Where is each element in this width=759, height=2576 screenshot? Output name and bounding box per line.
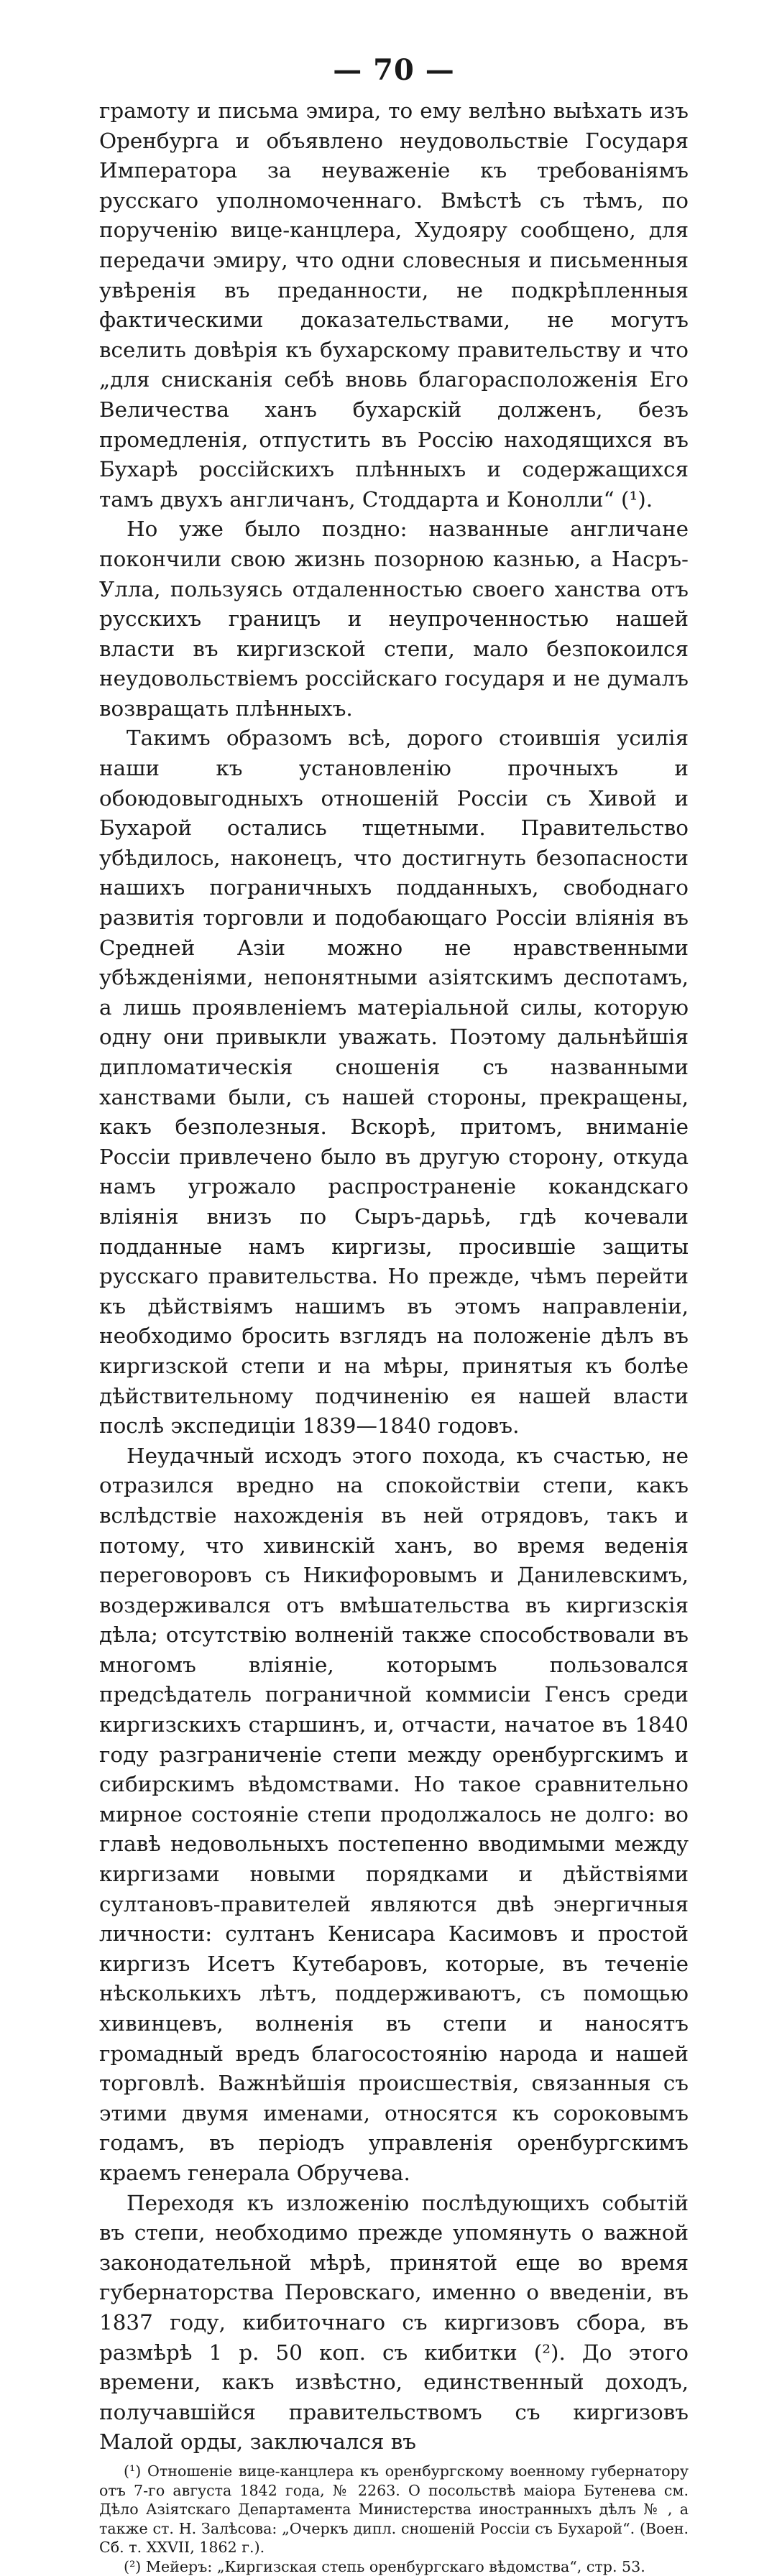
page-number: — 70 — [333, 53, 455, 87]
body-text [99, 96, 689, 2457]
footnote-2: (²) Мейеръ: „Киргизская степь оренбургскаго вѣдомства“, стр. 53. [124, 2557, 645, 2575]
paragraph-1: грамоту и письма эмира, то ему велѣно выѣхать изъ Оренбурга и объявлено неудовольствіе Государя Императора за неуваженіе къ требованіямъ русскаго уполномоченнаго. Вмѣстѣ съ тѣмъ, по порученію вице-канцлера, Худояру сообщено, для передачи эмиру, что одни словесныя и письменныя увѣренія въ преданности, не подкрѣпленныя фактическими доказательствами, не могутъ вселить довѣрія къ бухарскому правительству и что „для снисканія себѣ вновь благорасположенія Его Величества ханъ бухарскій долженъ, безъ промедленія, отпустить въ Россію находящихся въ Бухарѣ россійскихъ плѣнныхъ и содержащихся тамъ двухъ англичанъ, Стоддарта и Конолли“ (¹). [99, 98, 689, 512]
paragraph-3: Такимъ образомъ всѣ, дорого стоившія усилія наши къ установленію прочныхъ и обоюдовыгодныхъ отношеній Россіи съ Хивой и Бухарой остались тщетными. Правительство убѣдилось, наконецъ, что достигнуть безопасности нашихъ пограничныхъ подданныхъ, свободнаго развитія торговли и подобающаго Россіи вліянія въ Средней Азіи можно не нравственными убѣжденіями, непонятными азіятскимъ деспотамъ, а лишь проявленіемъ матеріальной силы, которую одну они привыкли уважать. Поэтому дальнѣйшія дипломатическія сношенія съ названными ханствами были, съ нашей стороны, прекращены, какъ безполезныя. Вскорѣ, притомъ, вниманіе Россіи привлечено было въ другую сторону, откуда намъ угрожало распространеніе кокандскаго вліянія внизъ по Сыръ-дарьѣ, гдѣ кочевали подданные намъ киргизы, просившіе защиты русскаго правительства. Но прежде, чѣмъ перейти къ дѣйствіямъ нашимъ въ этомъ направленіи, необходимо бросить взглядъ на положеніе дѣлъ въ киргизской степи и на мѣры, принятыя къ болѣе дѣйствительному подчиненію ея нашей власти послѣ экспедиціи 1839—1840 годовъ. [99, 726, 689, 1439]
paragraph-2: Но уже было поздно: названные англичане покончили свою жизнь позорною казнью, а Насръ-Улла, пользуясь отдаленностью своего ханства отъ русскихъ границъ и неупроченностью нашей власти въ киргизской степи, мало безпокоился неудовольствіемъ россійскаго государя и не думалъ возвращать плѣнныхъ. [99, 517, 689, 721]
footnote-1: (¹) Отношеніе вице-канцлера къ оренбургскому военному губернатору отъ 7-го августа 1842 года, № 2263. О посольствѣ маіора Бутенева см. Дѣло Азіятскаго Департамента Министерства иностранныхъ дѣлъ № , а также ст. Н. Залѣсова: „Очеркъ дипл. сношеній Россіи съ Бухарой“. (Воен. Сб. т. XXVII, 1862 г.). [99, 2462, 689, 2557]
paragraph-4: Неудачный исходъ этого похода, къ счастью, не отразился вредно на спокойствіи степи, какъ вслѣдствіе нахожденія въ ней отрядовъ, такъ и потому, что хивинскій ханъ, во время веденія переговоровъ съ Никифоровымъ и Данилевскимъ, воздерживался отъ вмѣшательства въ киргизскія дѣла; отсутствію волненій также способствовали въ многомъ вліяніе, которымъ пользовался предсѣдатель пограничной коммисіи Генсъ среди киргизскихъ старшинъ, и, отчасти, начатое въ 1840 году разграниченіе степи между оренбургскимъ и сибирскимъ вѣдомствами. Но такое сравнительно мирное состояніе степи продолжалось не долго: во главѣ недовольныхъ постепенно вводимыми между киргизами новыми порядками и дѣйствіями султановъ-правителей являются двѣ энергичныя личности: султанъ Кенисара Касимовъ и простой киргизъ Исетъ Кутебаровъ, которые, въ теченіе нѣсколькихъ лѣтъ, поддерживаютъ, съ помощью хивинцевъ, волненія въ степи и наносятъ громадный вредъ благосостоянію народа и нашей торговлѣ. Важнѣйшія происшествія, связанныя съ этими двумя именами, относятся къ сороковымъ годамъ, въ періодъ управленія оренбургскимъ краемъ генерала Обручева. [99, 1443, 689, 2185]
footnotes [99, 2462, 689, 2576]
paragraph-5: Переходя къ изложенію послѣдующихъ событій въ степи, необходимо прежде упомянуть о важной законодательной мѣрѣ, принятой еще во время губернаторства Перовскаго, именно о введеніи, въ 1837 году, кибиточнаго съ киргизовъ сбора, въ размѣрѣ 1 р. 50 коп. съ кибитки (²). До этого времени, какъ извѣстно, единственный доходъ, получавшійся правительствомъ съ киргизовъ Малой орды, заключался въ [99, 2190, 689, 2455]
